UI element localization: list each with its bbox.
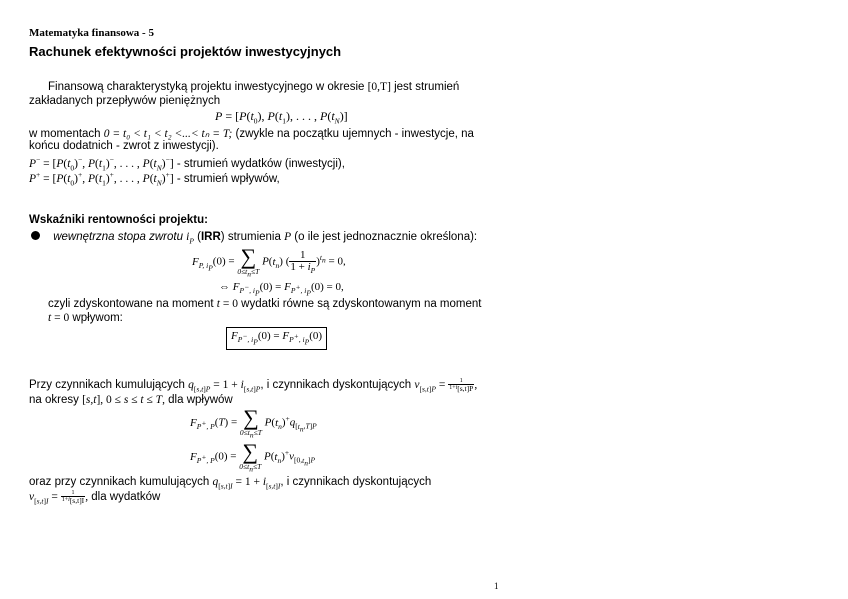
intro-line-3: w momentach 0 = t₀ < t₁ < t₂ <...< tₙ = T; (zwykle na początku ujemnych - inwestycje, na (29, 128, 474, 140)
factors-line-3: oraz przy czynnikach kumulujących $q_{[s,t]I} = 1 + i_{[s,t]I}$, i czynnikach dyskontujących (29, 476, 432, 491)
discount-line-2: t = 0 wpływom: (48, 312, 123, 324)
stream-plus-line: $P^+ = [P(t_0)^+$, $P(t_1)^+$, . . . , $P(t_N)^+$] - strumień wpływów, (29, 170, 280, 188)
formula-irr-sum: $F_{P, i_P}(0)$ = ∑ $0\le t_n\le T$ $P(t_n)$ ( $\frac{1}{1 + i_P}$ )$^{t_n}$ = 0, (192, 244, 346, 279)
bullet-icon (31, 231, 40, 240)
factors-line-2: na okresy [s,t], 0 ≤ s ≤ t ≤ T, dla wpływów (29, 394, 233, 406)
course-title: Matematyka finansowa - 5 (29, 27, 154, 39)
discount-line-1: czyli zdyskontowane na moment t = 0 wydatki równe są zdyskontowanym na moment (48, 298, 482, 310)
intro-line-1: Finansową charakterystyką projektu inwestycyjnego w okresie [0,T] jest strumień (48, 81, 460, 93)
factors-line-1: Przy czynnikach kumulujących $q_{[s,t]P} = 1 + i_{[s,t]P}$, i czynnikach dyskontujących $v_{[s,t]P}$ = $\frac{1}{1+i_{[s,t]P}}$ , (29, 378, 478, 394)
boxed-equation: $F_{P^-, i_P}(0) = F_{P^+, i_P}(0)$ (226, 327, 327, 350)
formula-irr-equiv: ⇔ $F_{P^-, i_P}(0) = F_{P^+, i_P}(0) = 0$, (219, 281, 344, 298)
formula-present-value: $F_{P^+, P}(0)$ = ∑ $0\le t_n\le T$ $P(t_n)^+v_{[0,t_n]P}$ (190, 439, 316, 474)
page-number: 1 (494, 581, 499, 591)
formula-stream-P: $P = [P(t_0)$, $P(t_1)$, . . . , $P(t_N)$] (215, 109, 348, 126)
factors-line-4: $v_{[s,t]I}$ = $\frac{1}{1+i_{[s,t]I}}$ , dla wydatków (29, 490, 161, 506)
page-title: Rachunek efektywności projektów inwestycyjnych (29, 44, 342, 59)
intro-line-2: zakładanych przepływów pieniężnych (29, 95, 221, 107)
formula-future-value: $F_{P^+, P}(T)$ = ∑ $0\le t_n\le T$ $P(t_n)^+q_{[t_n,T]P}$ (190, 405, 317, 440)
stream-minus-line: $P^- = [P(t_0)^-$, $P(t_1)^-$, . . . , $P(t_N)^-$] - strumień wydatków (inwestycji), (29, 155, 345, 173)
irr-bullet-line: wewnętrzna stopa zwrotu $i_P$ (IRR) strumienia P (o ile jest jednoznacznie określona): (31, 231, 477, 245)
intro-line-4: końcu dodatnich - zwrot z inwestycji). (29, 140, 219, 152)
indicators-heading: Wskaźniki rentowności projektu: (29, 214, 208, 226)
